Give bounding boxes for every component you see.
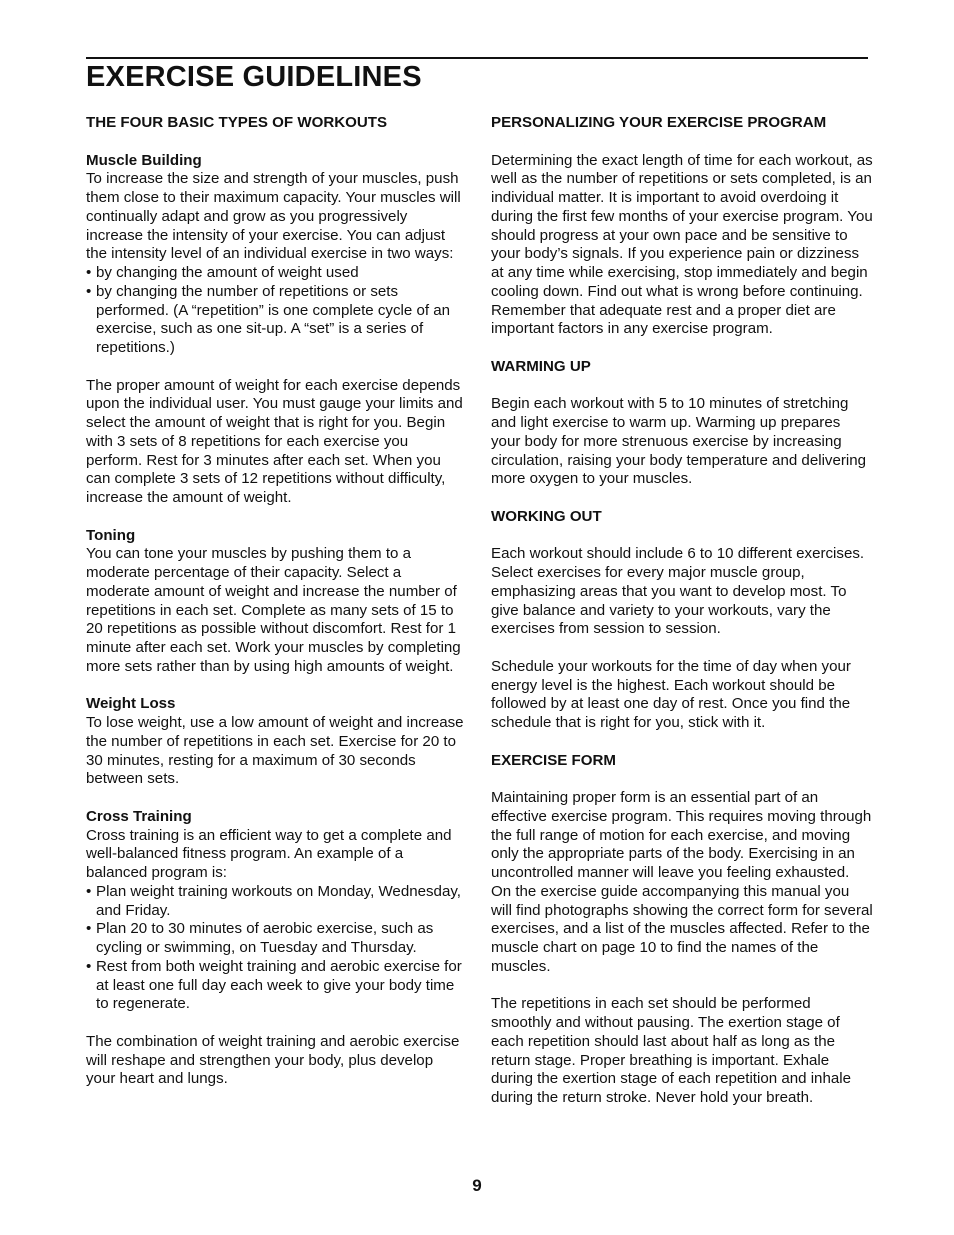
list-item: • Rest from both weight training and aerobic exercise for at least one full day each week to give your body time to regenerate. xyxy=(86,958,464,1014)
exercise-form-body-1: Maintaining proper form is an essential part of an effective exercise program. This requires moving through the full range of motion for each exercise, and moving only the appropriate parts of the body. Exercising in an uncontrolled manner will leave you feeling exhausted. On the exercise guide accompanying this manual you will find photographs showing the correct form for several exercises, and a list of the muscles affected. Refer to the muscle chart on page 10 to find the names of the muscles. xyxy=(491,789,873,975)
working-out-heading: WORKING OUT xyxy=(491,507,602,525)
warming-up-body: Begin each workout with 5 to 10 minutes of stretching and light exercise to warm up. Warming up prepares your body for more strenuous exercise by increasing circulation, raising your body temperature and delivering more oxygen to your muscles. xyxy=(491,395,867,488)
cross-training-intro: Cross training is an efficient way to get a complete and well-balanced fitness program. An example of a balanced program is: xyxy=(86,826,452,881)
page-number: 9 xyxy=(472,1176,482,1195)
title-rule xyxy=(86,57,868,59)
muscle-building-bullets xyxy=(86,264,464,358)
muscle-building-body: The proper amount of weight for each exercise depends upon the individual user. You must gauge your limits and select the amount of weight that is right for you. Begin with 3 sets of 8 repetitions for each exercise you perform. Rest for 3 minutes after each set. When you can complete 3 sets of 12 repetitions without difficulty, increase the amount of weight. xyxy=(86,376,463,506)
weight-loss-body: To lose weight, use a low amount of weight and increase the number of repetitions in each set. Exercise for 20 to 30 minutes, resting for a maximum of 30 seconds between sets. xyxy=(86,714,464,788)
working-out-body-2: Schedule your workouts for the time of day when your energy level is the highest. Each workout should be followed by at least one day of rest. Once you find the schedule that is right for you, stick with it. xyxy=(491,657,851,731)
toning-body: You can tone your muscles by pushing them to a moderate percentage of their capacity. Select a moderate amount of weight and increase the number of repetitions in each set. Complete as many sets of 15 to 20 repetitions as possible without discomfort. Rest for 1 minute after each set. Work your muscles by completing more sets rather than by using high amounts of weight. xyxy=(86,545,461,675)
cross-training-body: The combination of weight training and aerobic exercise will reshape and strengthen your body, plus develop your heart and lungs. xyxy=(86,1032,460,1088)
toning-title: Toning xyxy=(86,526,136,544)
right-column xyxy=(491,114,873,1127)
four-basic-types-heading: THE FOUR BASIC TYPES OF WORKOUTS xyxy=(86,114,388,131)
left-column xyxy=(86,114,464,1108)
muscle-building-intro: To increase the size and strength of your muscles, push them close to their maximum capacity. Your muscles will continually adapt and grow as you progressively increase the intensity of your exercise. You can adjust the intensity level of an individual exercise in two ways: xyxy=(86,170,461,263)
working-out-body-1: Each workout should include 6 to 10 different exercises. Select exercises for every major muscle group, emphasizing areas that you want to develop most. To give balance and variety to your workouts, vary the exercises from session to session. xyxy=(491,545,865,638)
exercise-form-body-2: The repetitions in each set should be performed smoothly and without pausing. The exertion stage of each repetition should last about half as long as the return stage. Proper breathing is important. Exhale during the exertion stage of each repetition and inhale during the return stroke. Never hold your breath. xyxy=(491,995,851,1106)
weight-loss-title: Weight Loss xyxy=(86,695,176,713)
personalizing-body: Determining the exact length of time for each workout, as well as the number of repetitions or sets completed, is an individual matter. It is important to avoid overdoing it during the first few months of your exercise program. You should progress at your own pace and be sensitive to your body’s signals. If you experience pain or dizziness at any time while exercising, stop immediately and begin cooling down. Find out what is wrong before continuing. Remember that adequate rest and a proper diet are important factors in any exercise program. xyxy=(491,151,873,338)
list-item: • by changing the number of repetitions or sets performed. (A “repetition” is one complete cycle of an exercise, such as one sit-up. A “set” is a series of repetitions.) xyxy=(86,283,464,358)
exercise-form-heading: EXERCISE FORM xyxy=(491,751,616,769)
list-item: • Plan weight training workouts on Monday, Wednesday, and Friday. xyxy=(86,883,464,921)
list-item: • by changing the amount of weight used xyxy=(86,264,464,283)
cross-training-title: Cross Training xyxy=(86,807,192,825)
page-title: EXERCISE GUIDELINES xyxy=(86,61,422,93)
list-item: • Plan 20 to 30 minutes of aerobic exercise, such as cycling or swimming, on Tuesday and Thursday. xyxy=(86,920,464,958)
muscle-building-title: Muscle Building xyxy=(86,151,202,169)
personalizing-heading: PERSONALIZING YOUR EXERCISE PROGRAM xyxy=(491,114,827,131)
cross-training-bullets xyxy=(86,883,464,1014)
warming-up-heading: WARMING UP xyxy=(491,357,591,375)
